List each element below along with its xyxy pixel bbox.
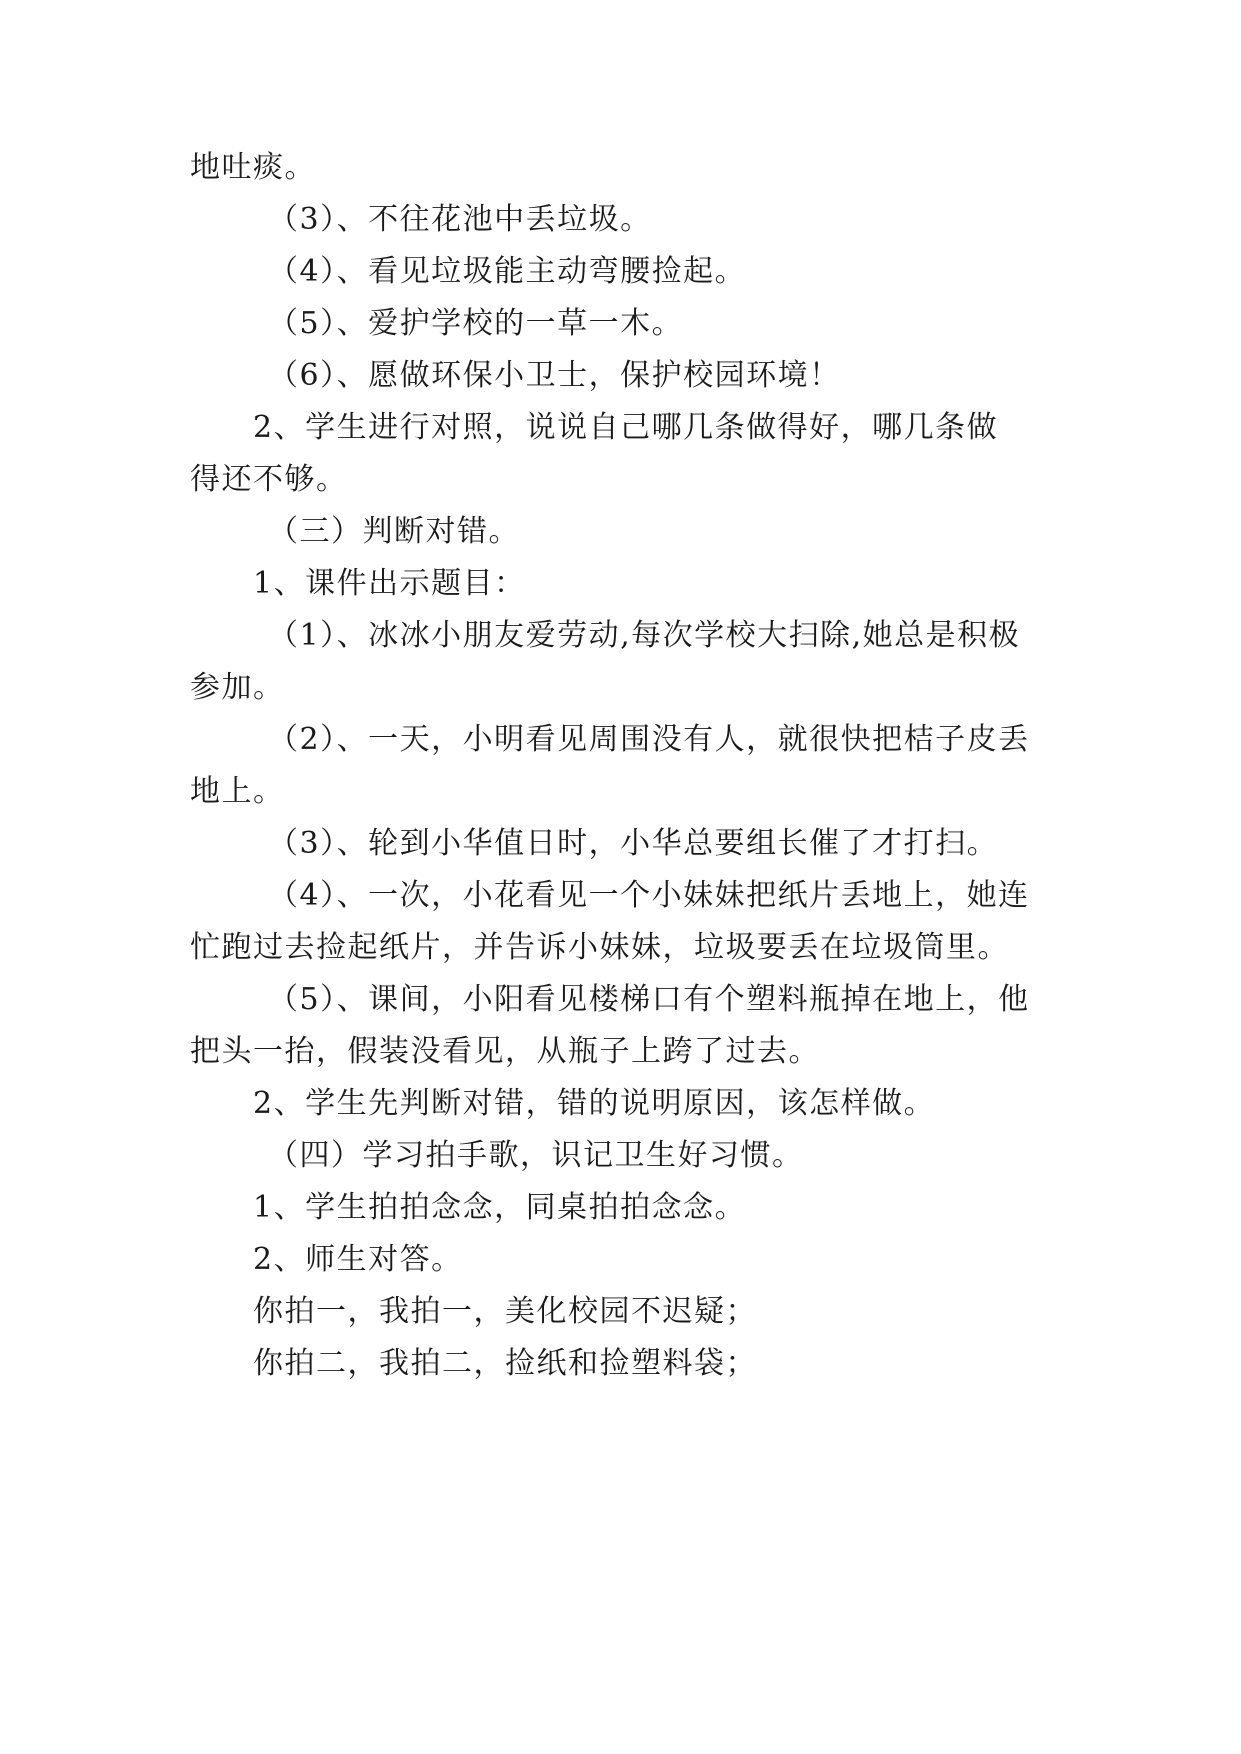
text-line: （3）、轮到小华值日时，小华总要组长催了才打扫。 <box>268 826 999 861</box>
text-line: （5）、爱护学校的一草一木。 <box>268 306 684 341</box>
text-line: 2、学生进行对照，说说自己哪几条做得好，哪几条做 <box>253 410 999 445</box>
text-line: （3）、不往花池中丢垃圾。 <box>268 202 652 237</box>
text-line: 2、学生先判断对错，错的说明原因，该怎样做。 <box>253 1086 936 1121</box>
text-line: 地上。 <box>190 774 285 809</box>
text-line: （5）、课间，小阳看见楼梯口有个塑料瓶掉在地上，他 <box>268 982 1030 1017</box>
text-line: （6）、愿做环保小卫士，保护校园环境！ <box>268 358 841 393</box>
text-line: （2）、一天，小明看见周围没有人，就很快把桔子皮丢 <box>268 722 1030 757</box>
text-line: 你拍二，我拍二，捡纸和捡塑料袋； <box>253 1346 757 1381</box>
text-line: 你拍一，我拍一，美化校园不迟疑； <box>253 1294 757 1329</box>
text-line: 忙跑过去捡起纸片，并告诉小妹妹，垃圾要丢在垃圾筒里。 <box>190 930 1009 965</box>
text-line: 1、学生拍拍念念，同桌拍拍念念。 <box>253 1190 747 1225</box>
text-line: 2、师生对答。 <box>253 1242 463 1277</box>
text-line: 地吐痰。 <box>190 150 316 185</box>
text-line: （4）、一次，小花看见一个小妹妹把纸片丢地上，她连 <box>268 878 1030 913</box>
text-line: 把头一抬，假装没看见，从瓶子上跨了过去。 <box>190 1034 820 1069</box>
section-heading: （四）学习拍手歌，识记卫生好习惯。 <box>268 1138 804 1173</box>
text-line: （4）、看见垃圾能主动弯腰捡起。 <box>268 254 747 289</box>
text-line: 参加。 <box>190 670 285 705</box>
text-line: （1）、冰冰小朋友爱劳动,每次学校大扫除,她总是积极 <box>268 618 1021 653</box>
text-line: 1、课件出示题目： <box>253 566 526 601</box>
section-heading: （三）判断对错。 <box>268 514 520 549</box>
text-line: 得还不够。 <box>190 462 348 497</box>
